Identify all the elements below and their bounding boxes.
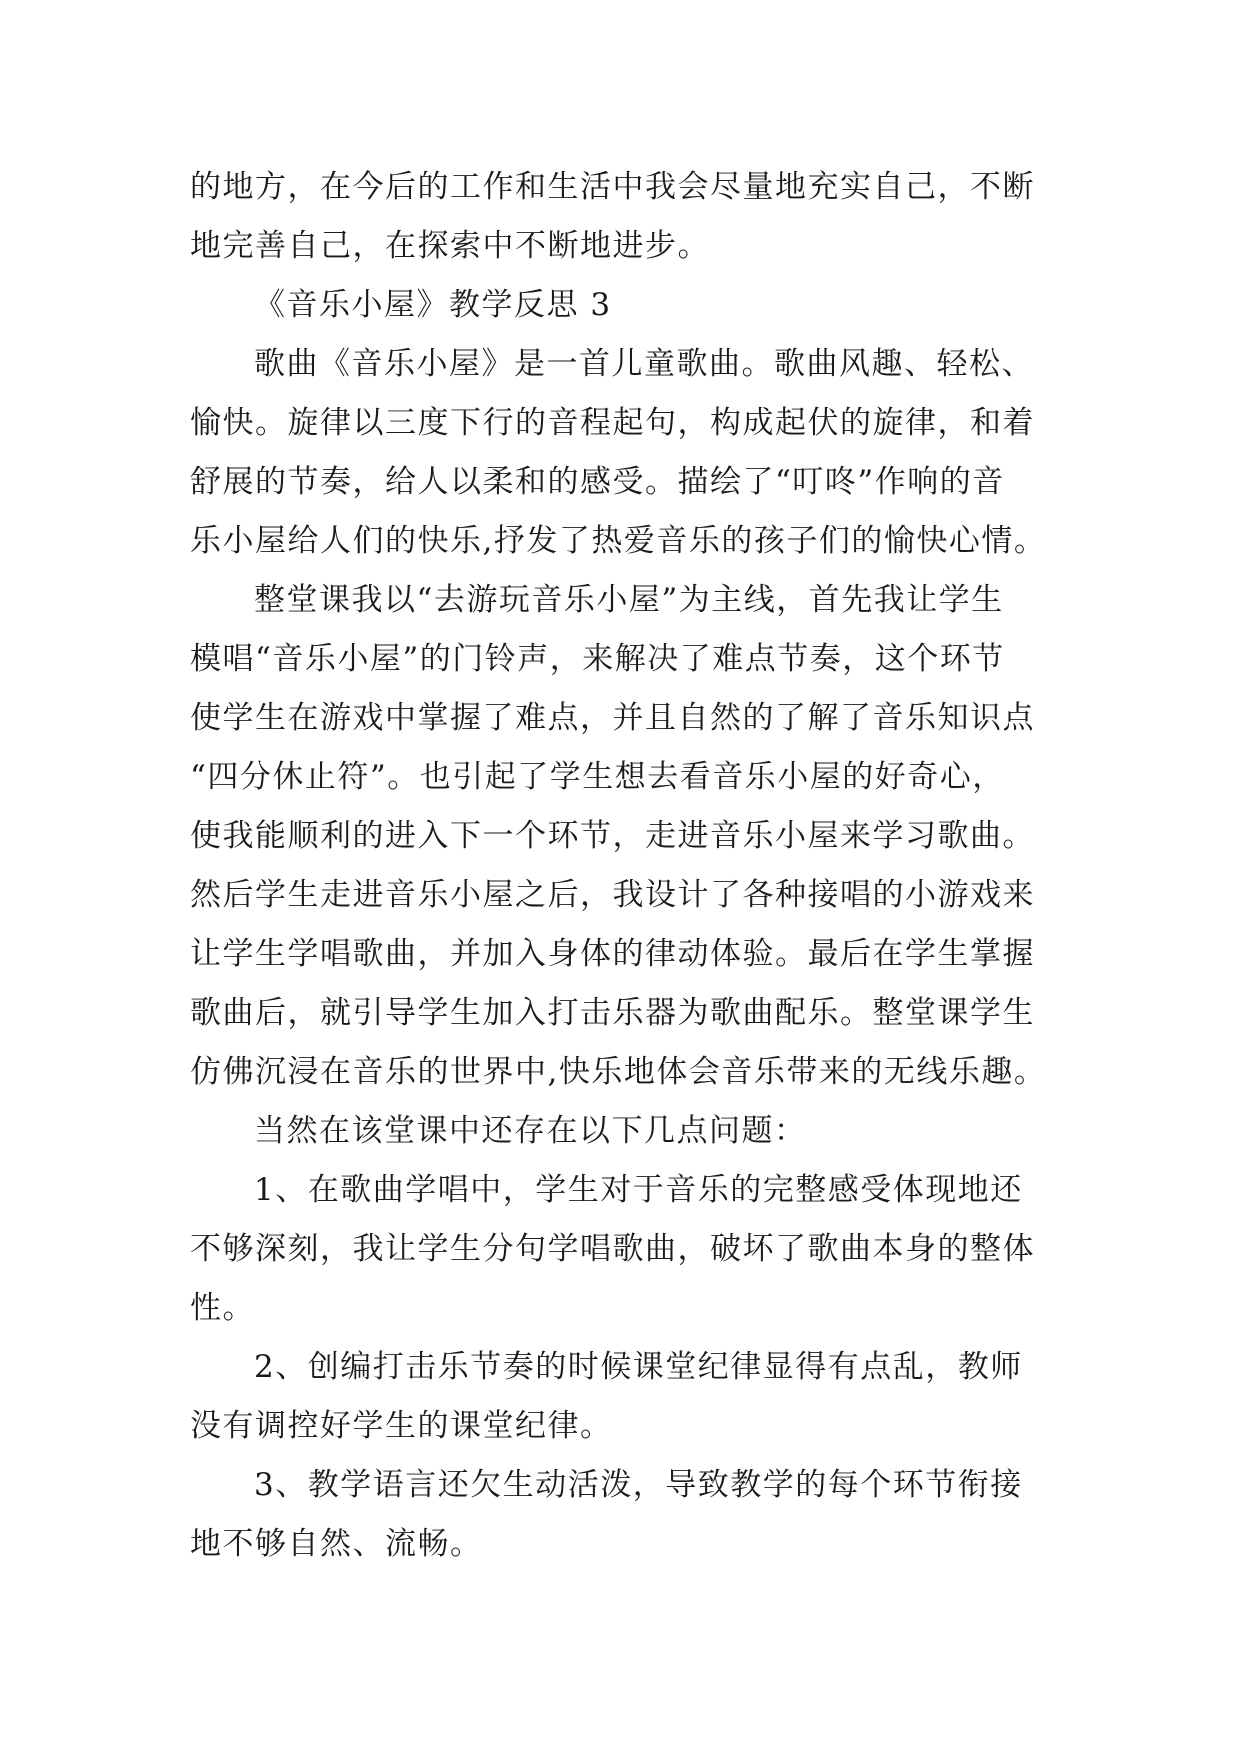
text-line: 模唱“音乐小屋”的门铃声，来解决了难点节奏，这个环节 <box>190 641 1005 677</box>
text-line: 不够深刻，我让学生分句学唱歌曲，破坏了歌曲本身的整体 <box>190 1231 1035 1267</box>
text-line: 1、在歌曲学唱中，学生对于音乐的完整感受体现地还 <box>254 1172 1023 1208</box>
list-item-3 <box>190 1456 1050 1574</box>
text-line: 仿佛沉浸在音乐的世界中,快乐地体会音乐带来的无线乐趣。 <box>190 1054 1047 1090</box>
text-line: 乐小屋给人们的快乐,抒发了热爱音乐的孩子们的愉快心情。 <box>190 523 1047 559</box>
paragraph-lesson-flow <box>190 571 1050 1102</box>
paragraph-continuation <box>190 158 1050 276</box>
paragraph-problems-intro <box>190 1102 1050 1161</box>
text-line: 然后学生走进音乐小屋之后，我设计了各种接唱的小游戏来 <box>190 877 1035 913</box>
text-line: 歌曲《音乐小屋》是一首儿童歌曲。歌曲风趣、轻松、 <box>254 346 1034 382</box>
text-line: 地不够自然、流畅。 <box>190 1526 483 1562</box>
text-line: 整堂课我以“去游玩音乐小屋”为主线，首先我让学生 <box>254 582 1004 618</box>
text-line: “四分休止符”。也引起了学生想去看音乐小屋的好奇心， <box>190 759 1005 795</box>
text-line: 的地方，在今后的工作和生活中我会尽量地充实自己，不断 <box>190 169 1035 205</box>
document-body <box>190 158 1050 1574</box>
text-line: 3、教学语言还欠生动活泼，导致教学的每个环节衔接 <box>254 1467 1023 1503</box>
text-line: 没有调控好学生的课堂纪律。 <box>190 1408 613 1444</box>
heading-line: 《音乐小屋》教学反思 3 <box>254 287 612 323</box>
text-line: 当然在该堂课中还存在以下几点问题： <box>254 1113 807 1149</box>
text-line: 歌曲后，就引导学生加入打击乐器为歌曲配乐。整堂课学生 <box>190 995 1035 1031</box>
text-line: 地完善自己，在探索中不断地进步。 <box>190 228 710 264</box>
text-line: 让学生学唱歌曲，并加入身体的律动体验。最后在学生掌握 <box>190 936 1035 972</box>
text-line: 舒展的节奏，给人以柔和的感受。描绘了“叮咚”作响的音 <box>190 464 1005 500</box>
text-line: 愉快。旋律以三度下行的音程起句，构成起伏的旋律，和着 <box>190 405 1035 441</box>
list-item-2 <box>190 1338 1050 1456</box>
text-line: 2、创编打击乐节奏的时候课堂纪律显得有点乱，教师 <box>254 1349 1023 1385</box>
text-line: 使学生在游戏中掌握了难点，并且自然的了解了音乐知识点 <box>190 700 1035 736</box>
text-line: 使我能顺利的进入下一个环节，走进音乐小屋来学习歌曲。 <box>190 818 1035 854</box>
text-line: 性。 <box>190 1290 255 1326</box>
section-heading <box>190 276 1050 335</box>
paragraph-song-description <box>190 335 1050 571</box>
list-item-1 <box>190 1161 1050 1338</box>
